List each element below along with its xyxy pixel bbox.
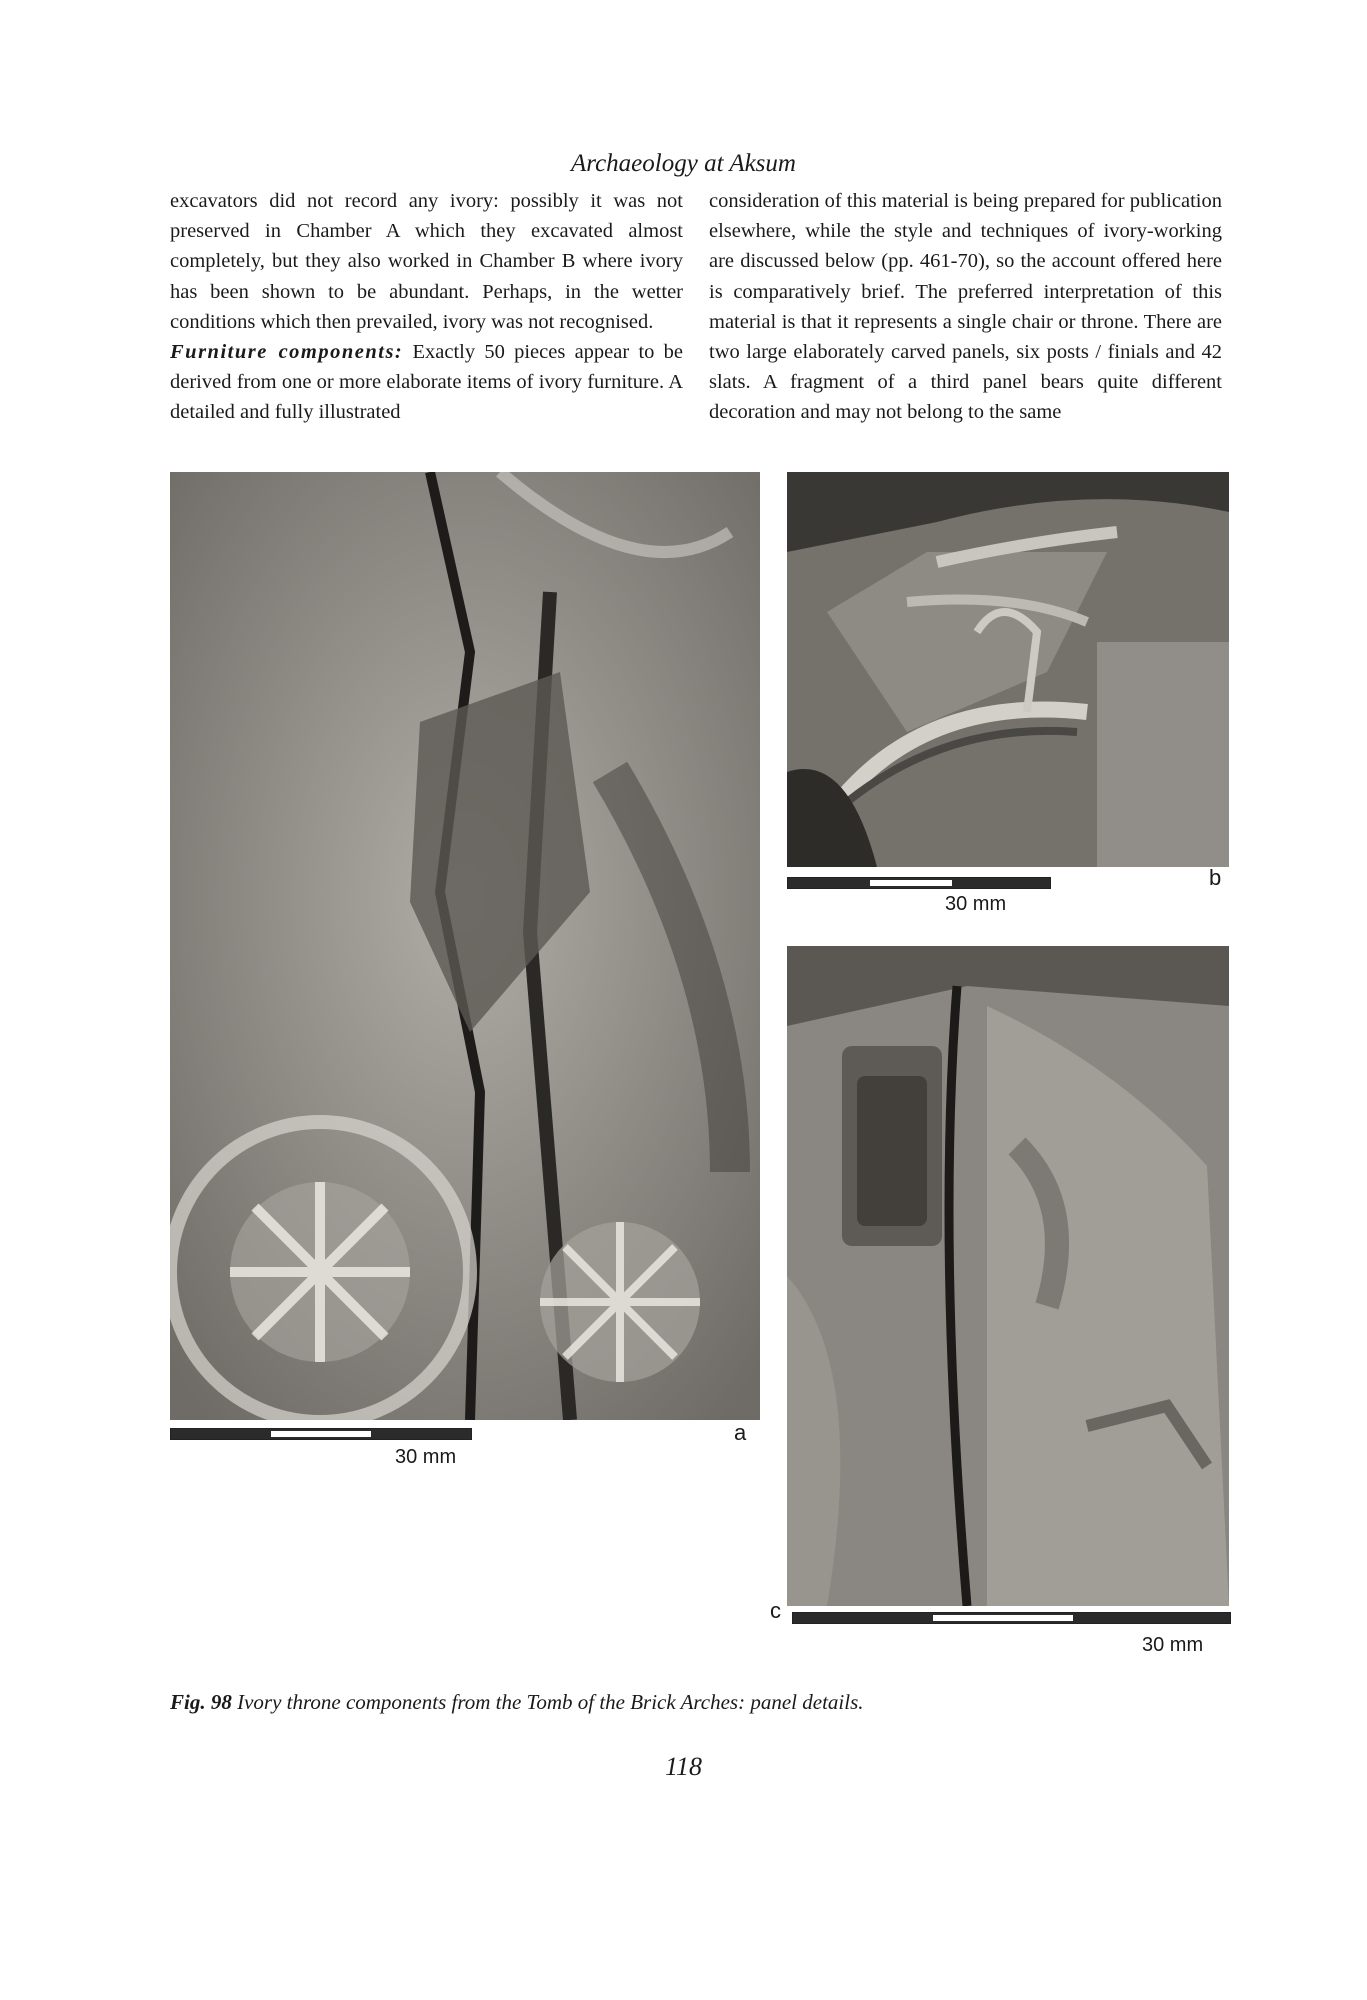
left-paragraph-2-text: Exactly 50 pieces appear to be derived from one or more elaborate items of ivory furniture. A detailed and fully illustrated (170, 341, 683, 424)
figure-caption (170, 1690, 1210, 1715)
left-column (170, 186, 683, 428)
left-paragraph-1: excavators did not record any ivory: possibly it was not preserved in Chamber A which they excavated almost completely, but they also worked in Chamber B where ivory has been shown to be abundant. Perhaps, in the wetter conditions which then prevailed, ivory was not recognised. (170, 190, 683, 333)
scale-bar-a (170, 1428, 472, 1440)
photo-panel-c (787, 946, 1229, 1606)
photo-a-image (170, 472, 760, 1420)
scale-label-a: 30 mm (395, 1446, 457, 1468)
scale-bar-c (792, 1612, 1231, 1624)
photo-panel-a (170, 472, 760, 1420)
photo-c-image (787, 946, 1229, 1606)
page-number: 118 (664, 1752, 703, 1781)
photo-b-image (787, 472, 1229, 867)
panel-letter-b: b (1209, 865, 1222, 890)
scale-bar-b (787, 877, 1051, 889)
figure-number: Fig. 98 (170, 1690, 232, 1714)
right-column (709, 186, 1222, 428)
running-head: Archaeology at Aksum (571, 150, 796, 177)
left-paragraph-2 (170, 337, 683, 428)
photo-panel-b (787, 472, 1229, 867)
scale-label-b: 30 mm (945, 893, 1007, 915)
scale-label-c: 30 mm (1142, 1634, 1204, 1656)
panel-letter-a: a (734, 1420, 747, 1445)
panel-letter-c: c (770, 1598, 781, 1623)
figure-caption-text: Ivory throne components from the Tomb of the Brick Arches: panel details. (231, 1690, 864, 1714)
section-heading-furniture: Furniture components: (170, 341, 404, 364)
right-paragraph: consideration of this material is being prepared for publication elsewhere, while the style and techniques of ivory-working are discussed below (pp. 461-70), so the account offered here is comparatively brief. The preferred interpretation of this material is that it represents a single chair or throne. There are two large elaborately carved panels, six posts / finials and 42 slats. A fragment of a third panel bears quite different decoration and may not belong to the same (709, 190, 1222, 424)
